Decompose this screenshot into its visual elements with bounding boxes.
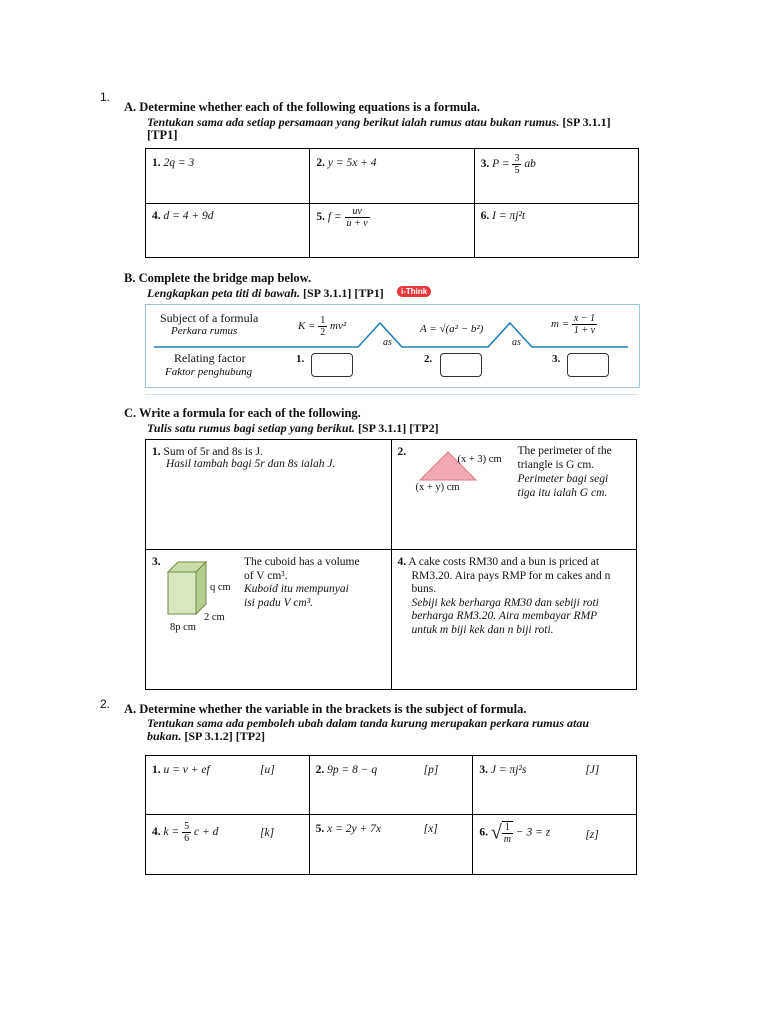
a-item-4: 4. d = 4 + 9d [152, 209, 214, 222]
q2-section-a-malay-2-text: bukan. [147, 729, 182, 743]
q2-item-2-var: [p] [423, 764, 439, 776]
subject-label: Subject of a formula [160, 311, 259, 325]
question-number-2: 2. [100, 697, 111, 711]
subject-malay: Perkara rumus [171, 325, 238, 337]
c-item-4-text: 4. A cake costs RM30 and a bun is priced at RM3.20. Aira pays RMP for m cakes and n buns. Sebiji kek berharga RM30 dan sebiji roti berharga RM3.20. Aira membayar RMP untuk m biji kek dan n biji roti. [397, 556, 611, 636]
section-a-code: [SP 3.1.1] [562, 115, 611, 129]
cuboid-figure [166, 560, 210, 616]
triangle-figure [416, 446, 480, 486]
section-c-malay [147, 421, 439, 436]
q2-item-3: 3. J = πj²s [479, 764, 527, 776]
cuboid-height-label: q cm [210, 582, 231, 593]
answer-box-1[interactable] [311, 353, 353, 377]
factor-malay: Faktor penghubung [165, 366, 253, 378]
bridge-formula-1: K = $\frac{1}{2}$ mv² [298, 315, 347, 338]
section-b-malay [147, 286, 384, 301]
c-item-3-text: The cuboid has a volume of V cm³. Kuboid itu mempunyai isi padu V cm³. [244, 556, 360, 609]
cuboid-length-label: 8p cm [170, 622, 196, 633]
bridge-map [145, 304, 640, 388]
answer-box-2[interactable] [440, 353, 482, 377]
q2-item-5-var: [x] [423, 823, 438, 835]
sqrt-sign: √ [490, 821, 502, 844]
section-a-malay [147, 115, 611, 130]
a-item-5: 5. f = $\frac{uv}{u + v}$ [316, 205, 368, 229]
a-item-2: 2. y = 5x + 4 [316, 157, 377, 169]
q2-item-3-var: [J] [585, 764, 600, 776]
section-b-level: [TP1] [354, 286, 384, 300]
triangle-side-label-2: (x + y) cm [415, 482, 460, 493]
c-item-1: 1. Sum of 5r and 8s is J. Hasil tambah bagi 5r dan 8s ialah J. [152, 446, 336, 470]
section-c-code: [SP 3.1.1] [357, 421, 407, 435]
q2-item-4: 4. k = $\frac{5}{6}$ c + d [152, 821, 219, 844]
section-b-title: B. Complete the bridge map below. [124, 271, 312, 285]
triangle-side-label-1: (x + 3) cm [457, 454, 502, 465]
section-c-level: [TP2] [409, 421, 439, 435]
q2-item-1-var: [u] [260, 764, 275, 776]
q2-section-a-malay-1: Tentukan sama ada pemboleh ubah dalam tanda kurung merupakan perkara rumus atau [147, 716, 589, 730]
section-b-code: [SP 3.1.1] [303, 286, 352, 300]
q2-section-a-malay-2 [147, 729, 265, 744]
c-item-2-text: The perimeter of the triangle is G cm. Perimeter bagi segi tiga itu ialah G cm. [517, 445, 612, 499]
q2-section-a-title: A. Determine whether the variable in the brackets is the subject of formula. [124, 702, 527, 716]
blank-label-3: 3. [552, 353, 561, 365]
bridge-formula-3: m = $\frac{x - 1}{1 + v}$ [551, 313, 596, 336]
q2-item-1: 1. u = v + ef [152, 764, 210, 776]
blank-label-1: 1. [296, 353, 305, 365]
table-q2 [145, 755, 637, 875]
q2-item-2: 2. 9p = 8 − q [315, 764, 378, 776]
answer-box-3[interactable] [567, 353, 609, 377]
a-item-6: 6. I = πj²t [480, 209, 526, 222]
section-a-title: A. Determine whether each of the following equations is a formula. [124, 100, 480, 114]
bridge-formula-2: A = √(a² − b²) [420, 323, 484, 335]
q2-item-6: 6. √ $\frac{1}{m}$ − 3 = z [479, 821, 551, 845]
a-item-3: 3. P = $\frac{3}{5}$ ab [480, 153, 536, 176]
as-label-2: as [512, 337, 521, 348]
blank-label-2: 2. [424, 353, 433, 365]
question-number-1: 1. [100, 90, 111, 104]
section-c-title: C. Write a formula for each of the following. [124, 406, 361, 420]
factor-label: Relating factor [174, 351, 246, 365]
section-c-malay-text: Tulis satu rumus bagi setiap yang berikut. [147, 421, 355, 435]
cuboid-width-label: 2 cm [204, 612, 225, 623]
section-b-malay-text: Lengkapkan peta titi di bawah. [147, 286, 301, 300]
c-item-2-number: 2. [397, 446, 407, 458]
section-a-level: [TP1] [147, 128, 178, 142]
table-section-a [145, 148, 639, 258]
table-section-c [145, 439, 637, 690]
section-a-malay-text: Tentukan sama ada setiap persamaan yang berikut ialah rumus atau bukan rumus. [147, 115, 560, 129]
as-label-1: as [383, 337, 392, 348]
a-item-1: 1. 2q = 3 [152, 157, 195, 169]
c-item-3-number: 3. [152, 556, 161, 568]
q2-item-4-var: [k] [260, 827, 275, 839]
q2-item-6-var: [z] [585, 829, 599, 841]
q2-section-a-level: [TP2] [235, 729, 266, 743]
divider [145, 394, 638, 395]
q2-section-a-code: [SP 3.1.2] [184, 729, 233, 743]
q2-item-5: 5. x = 2y + 7x [315, 823, 381, 835]
ithink-badge: i-Think [397, 286, 431, 297]
